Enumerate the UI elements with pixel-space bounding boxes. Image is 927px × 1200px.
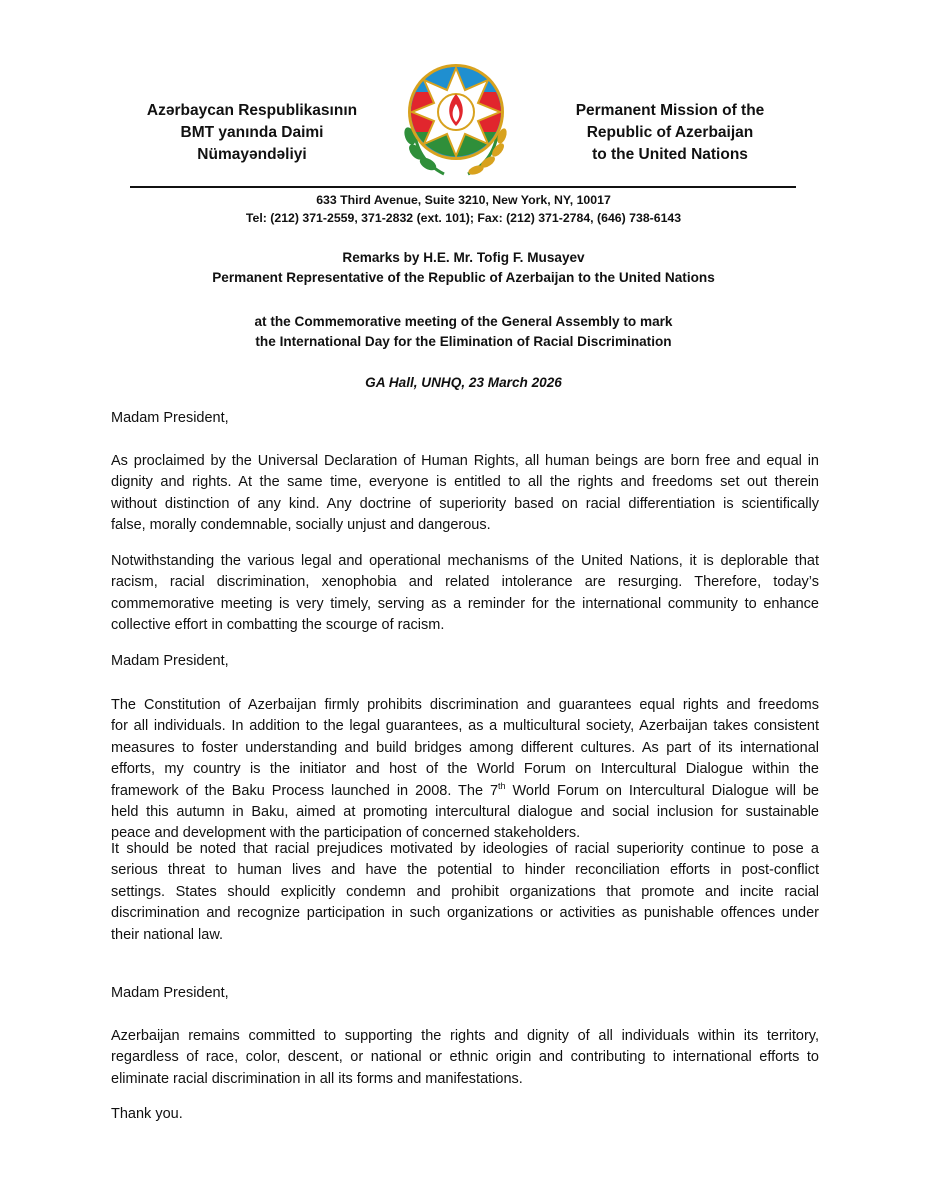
salutation: Madam President, <box>111 653 229 669</box>
text-line: As proclaimed by the Universal Declaration of Human Rights, all human beings are born free and equal in <box>111 453 819 469</box>
text-line: discrimination and recognize participation in such organizations or activities as punishable offences under <box>111 905 819 922</box>
ordinal-superscript: th <box>498 780 506 791</box>
text-line <box>111 781 819 802</box>
address-line: 633 Third Avenue, Suite 3210, New York, NY, 10017 <box>316 193 611 207</box>
header-english <box>540 100 800 166</box>
header-divider <box>130 186 796 188</box>
event-title <box>0 312 927 352</box>
text-line: settings. States should explicitly condemn and prohibit organizations that promote and incite racial <box>111 883 819 900</box>
text-line: regardless of race, color, descent, or national or ethnic origin and contributing to international efforts to <box>111 1049 819 1066</box>
text-line: Azerbaijan remains committed to supporting the rights and dignity of all individuals within its territory, <box>111 1028 819 1044</box>
address-block <box>0 191 927 227</box>
text-line: held this autumn in Baku, aimed at promoting intercultural dialogue and social inclusion for sustainable <box>111 804 819 821</box>
venue-date: GA Hall, UNHQ, 23 March 2026 <box>365 375 562 390</box>
header-left-line: BMT yanında Daimi <box>180 124 324 141</box>
title-line: Remarks by H.E. Mr. Tofig F. Musayev <box>342 250 585 265</box>
paragraph-5 <box>111 1026 819 1090</box>
text-run: framework of the Baku Process launched in 2008. The 7 <box>111 782 499 799</box>
header-right-line: Permanent Mission of the <box>575 102 765 119</box>
salutation: Madam President, <box>111 410 229 426</box>
title-line: Permanent Representative of the Republic of Azerbaijan to the United Nations <box>212 270 715 285</box>
text-line: false, morally condemnable, socially unjust and dangerous. <box>111 517 491 534</box>
text-line: racism, racial discrimination, xenophobia and related intolerance are resurging. Therefore, today’s <box>111 574 819 591</box>
closing: Thank you. <box>111 1106 183 1122</box>
header-right-line: to the United Nations <box>592 146 748 163</box>
header-right-line: Republic of Azerbaijan <box>586 124 754 141</box>
text-line: measures to foster understanding and build bridges among different cultures. As part of its international <box>111 739 819 756</box>
text-line: their national law. <box>111 926 224 943</box>
text-line: efforts, my country is the initiator and host of the World Forum on Intercultural Dialogue within the <box>111 761 819 778</box>
text-line: eliminate racial discrimination in all its forms and manifestations. <box>111 1070 523 1087</box>
paragraph-2 <box>111 551 819 637</box>
title-line: at the Commemorative meeting of the General Assembly to mark <box>254 314 673 329</box>
header-left-line: Azərbaycan Respublikasının <box>146 102 358 119</box>
title-line: the International Day for the Elimination of Racial Discrimination <box>255 334 672 349</box>
text-line: It should be noted that racial prejudices motivated by ideologies of racial superiority continue to pose a <box>111 841 819 857</box>
text-line: peace and development with the participation of concerned stakeholders. <box>111 825 581 842</box>
paragraph-1 <box>111 451 819 537</box>
paragraph-4 <box>111 839 819 946</box>
text-line: commemorative meeting is very timely, serving as a reminder for the international community to enhance <box>111 595 819 612</box>
text-line: The Constitution of Azerbaijan firmly prohibits discrimination and guarantees equal rights and freedoms <box>111 697 819 713</box>
text-line: dignity and rights. At the same time, everyone is entitled to all the rights and freedoms set out therein <box>111 474 819 491</box>
azerbaijan-emblem-icon <box>394 48 518 182</box>
text-line: Notwithstanding the various legal and operational mechanisms of the United Nations, it is deplorable that <box>111 553 819 569</box>
header-left-line: Nümayəndəliyi <box>197 146 307 163</box>
phone-line: Tel: (212) 371-2559, 371-2832 (ext. 101); Fax: (212) 371-2784, (646) 738-6143 <box>245 211 682 225</box>
text-line: without distinction of any kind. Any doctrine of superiority based on racial differentiation is scientifically <box>111 495 819 512</box>
paragraph-3 <box>111 695 819 845</box>
salutation: Madam President, <box>111 985 229 1001</box>
text-run: World Forum on Intercultural Dialogue will be <box>505 782 819 799</box>
text-line: collective effort in combatting the scourge of racism. <box>111 617 445 634</box>
text-line: serious threat to human lives and have the potential to hinder reconciliation efforts in post-conflict <box>111 862 819 879</box>
text-line: for all individuals. In addition to the legal guarantees, as a multicultural society, Azerbaijan takes consistent <box>111 718 819 735</box>
speaker-title <box>0 248 927 288</box>
header-azerbaijani <box>122 100 382 166</box>
